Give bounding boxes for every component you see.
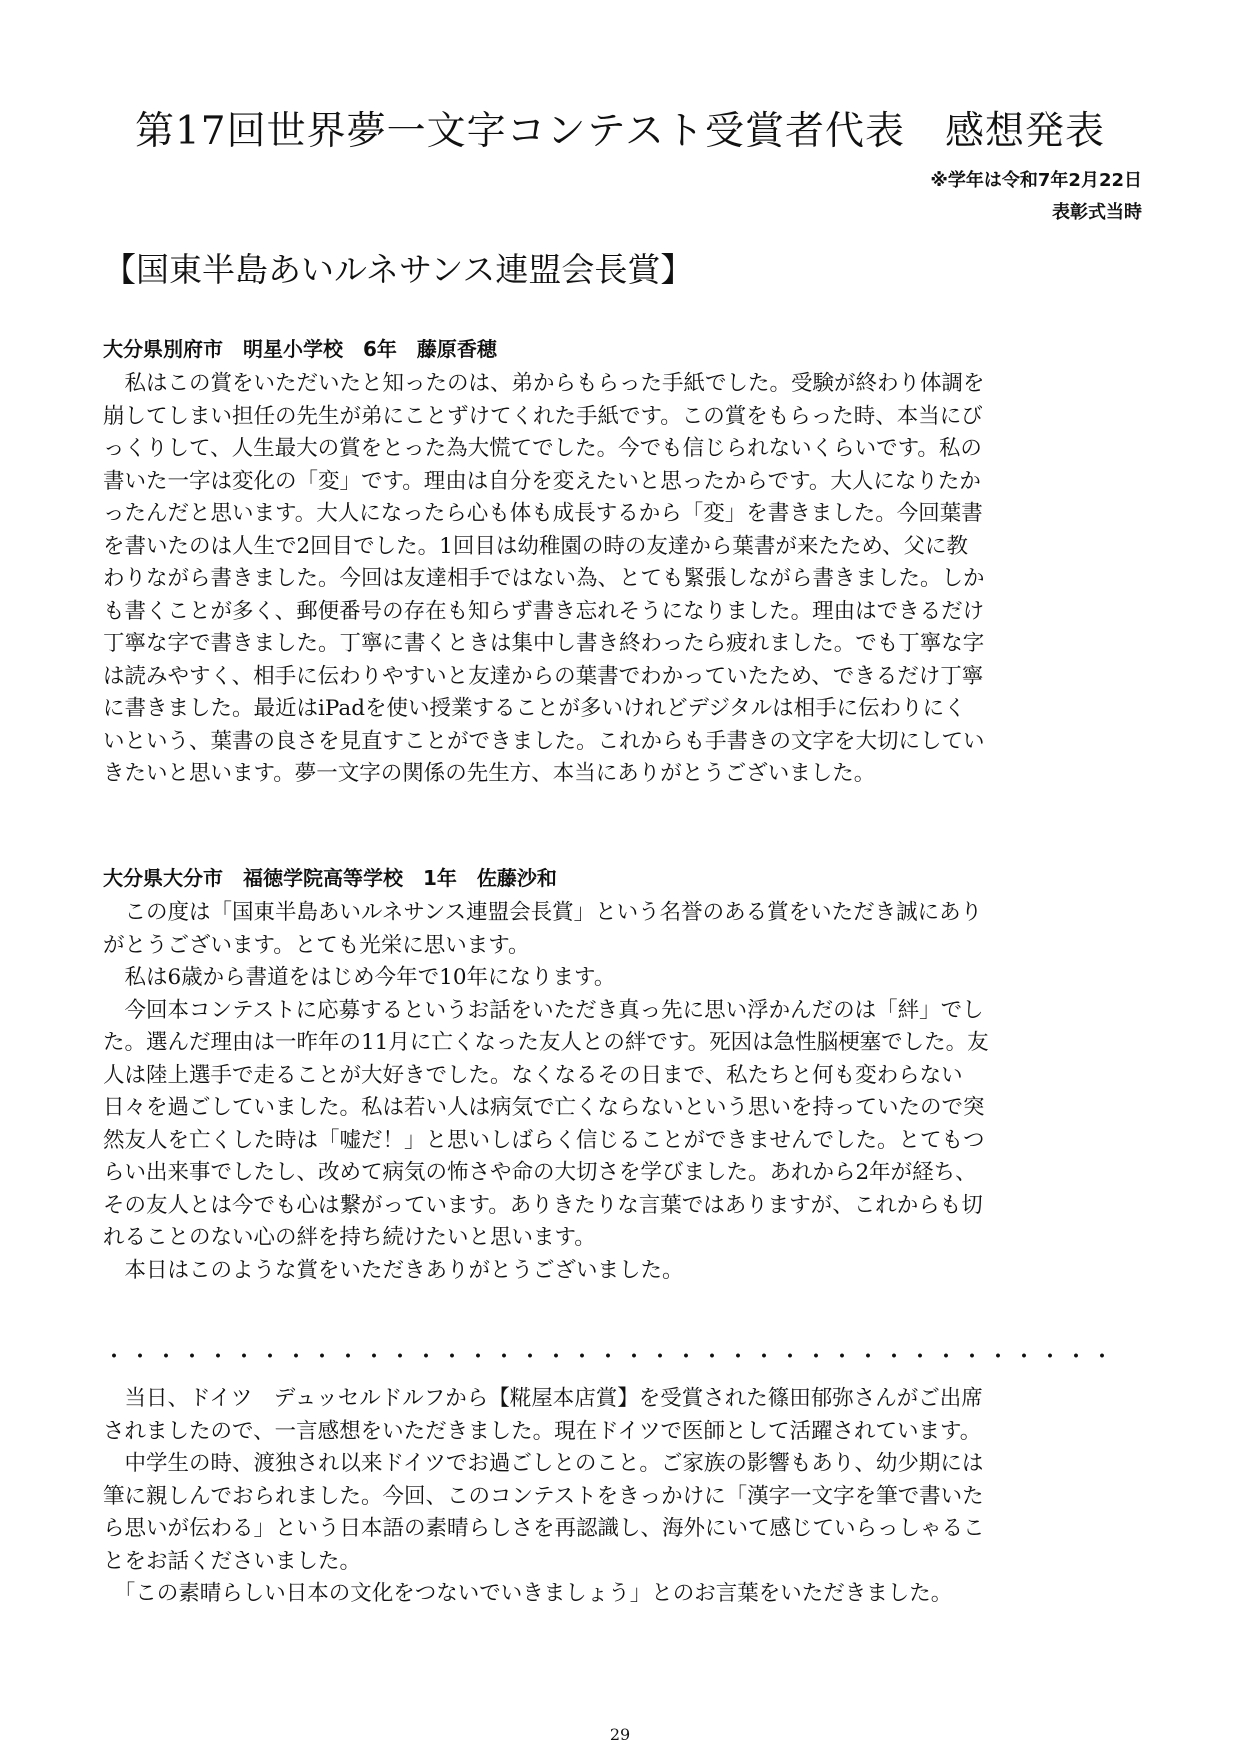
comment-line: 今回本コンテストに応募するというお話をいただき真っ先に思い浮かんだのは「絆」でし (103, 997, 984, 1023)
comment-line: ったんだと思います。大人になったら心も体も成長するから「変」を書きました。今回葉書 (103, 501, 983, 526)
closing-section (103, 1383, 1138, 1611)
comment-line: っくりして、人生最大の賞をとった為大慌てでした。今でも信じられないくらいです。私の (103, 436, 982, 461)
winner-byline: 大分県大分市 福徳学院高等学校 1年 佐藤沙和 (103, 866, 557, 890)
comment-line: 丁寧な字で書きました。丁寧に書くときは集中し書き終わったら疲れました。でも丁寧な字 (103, 631, 985, 656)
comment-line: がとうございます。とても光栄に思います。 (103, 932, 530, 958)
comment-line: この度は「国東半島あいルネサンス連盟会長賞」という名誉のある賞をいただき誠にあり (103, 900, 983, 925)
winner-entry (103, 333, 1138, 791)
comment-line: 書いた一字は変化の「変」です。理由は自分を変えたいと思ったからです。大人になりたか (103, 468, 981, 494)
closing-line: 当日、ドイツ デュッセルドルフから【糀屋本店賞】を受賞された篠田郁弥さんがご出席 (103, 1386, 983, 1411)
comment-line: を書いたのは人生で2回目でした。1回目は幼稚園の時の友達から葉書が来たため、父に教 (103, 533, 969, 559)
comment-line: いという、葉書の良さを見直すことができました。これからも手書きの文字を大切にしてい (103, 728, 985, 754)
grade-note-continued: 表彰式当時 (1052, 202, 1142, 223)
closing-line: 「この素晴らしい日本の文化をつないでいきましょう」とのお言葉をいただきました。 (103, 1581, 953, 1606)
page-number: 29 (609, 1725, 631, 1744)
comment-line: その友人とは今でも心は繋がっています。ありきたりな言葉ではありますが、これからも切 (103, 1192, 983, 1218)
grade-note: ※学年は令和7年2月22日 (930, 170, 1142, 191)
comment-line: は読みやすく、相手に伝わりやすいと友達からの葉書でわかっていたため、できるだけ丁寧 (103, 663, 984, 689)
page-title: 第17回世界夢一文字コンテスト受賞者代表 感想発表 (134, 109, 1106, 154)
comment-line: わりながら書きました。今回は友達相手ではない為、とても緊張しながら書きました。しか (103, 566, 985, 591)
comment-line: 私はこの賞をいただいたと知ったのは、弟からもらった手紙でした。受験が終わり体調を (103, 371, 985, 396)
closing-line: 筆に親しんでおられました。今回、このコンテストをきっかけに「漢字一文字を筆で書いた (103, 1483, 984, 1509)
comment-line: きたいと思います。夢一文字の関係の先生方、本当にありがとうございました。 (103, 761, 876, 786)
award-heading: 【国東半島あいルネサンス連盟会長賞】 (103, 250, 694, 289)
winner-byline: 大分県別府市 明星小学校 6年 藤原香穂 (103, 337, 497, 361)
comment-line: た。選んだ理由は一昨年の11月に亡くなった友人との絆です。死因は急性脳梗塞でした。友 (103, 1030, 989, 1055)
comment-line: 日々を過ごしていました。私は若い人は病気で亡くならないという思いを持っていたので突 (103, 1095, 985, 1120)
closing-line: とをお話くださいました。 (103, 1548, 362, 1574)
comment-line: 人は陸上選手で走ることが大好きでした。なくなるその日まで、私たちと何も変わらない (103, 1062, 963, 1088)
comment-line: 本日はこのような賞をいただきありがとうございました。 (103, 1257, 684, 1283)
dotted-separator: ・・・・・・・・・・・・・・・・・・・・・・・・・・・・・・・・・・・・・・・ (103, 1345, 1118, 1370)
comment-line: 然友人を亡くした時は「嘘だ！」と思いしばらく信じることができませんでした。とてもつ (103, 1127, 985, 1153)
comment-line: 私は6歳から書道をはじめ今年で10年になります。 (103, 965, 616, 990)
winner-entry (103, 862, 1138, 1287)
closing-line: 中学生の時、渡独され以来ドイツでお過ごしとのこと。ご家族の影響もあり、幼少期には (103, 1451, 984, 1476)
comment-line: らい出来事でしたし、改めて病気の怖さや命の大切さを学びました。あれから2年が経ち、 (103, 1160, 977, 1185)
closing-line: されましたので、一言感想をいただきました。現在ドイツで医師として活躍されています。 (103, 1418, 982, 1444)
comment-line: れることのない心の絆を持ち続けたいと思います。 (103, 1225, 596, 1250)
closing-line: ら思いが伝わる」という日本語の素晴らしさを再認識し、海外にいて感じていらっしゃるこ (103, 1516, 985, 1541)
comment-line: 崩してしまい担任の先生が弟にことずけてくれた手紙です。この賞をもらった時、本当にび (103, 403, 983, 429)
comment-line: に書きました。最近はiPadを使い授業することが多いけれどデジタルは相手に伝わりにく (103, 696, 966, 721)
comment-line: も書くことが多く、郵便番号の存在も知らず書き忘れそうになりました。理由はできるだけ (103, 598, 985, 624)
